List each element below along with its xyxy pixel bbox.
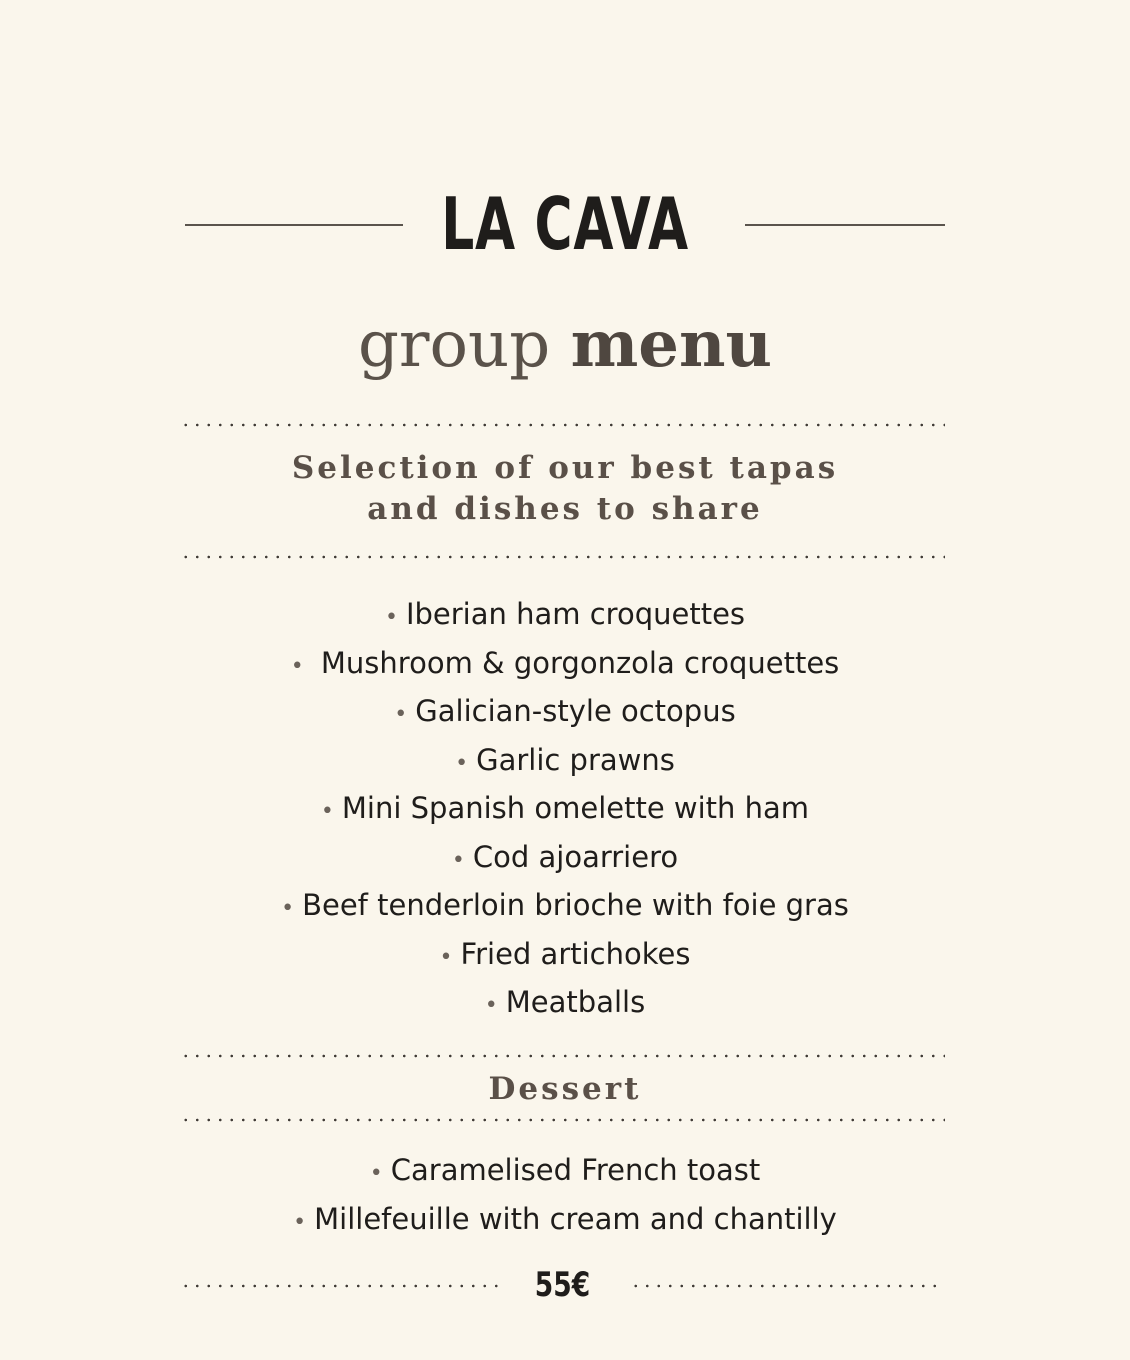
bullet-icon: • [439,944,453,970]
bullet-icon: • [394,702,408,727]
dessert-name: Caramelised French toast [390,1153,761,1187]
bullet-icon: • [484,993,498,1018]
dessert-heading: Dessert [488,1071,642,1107]
list-item [0,978,1130,1027]
dish-name: Iberian ham croquettes [405,597,746,631]
list-item [0,833,1130,882]
dotted-divider [180,555,945,559]
list-item [0,1195,1130,1244]
bullet-icon: • [451,847,465,873]
bullet-icon: • [320,799,334,824]
title-row [185,178,945,270]
bullet-icon: • [293,1209,307,1235]
tapas-heading-line-2: and dishes to share [367,491,763,527]
tapas-list [0,590,1130,1027]
list-item [0,639,1130,688]
dotted-divider [180,1054,945,1058]
subtitle-light: group [357,308,551,382]
dotted-divider [180,1118,945,1122]
dish-name: Cod ajoarriero [472,839,679,874]
list-item [0,736,1130,785]
list-item [0,784,1130,833]
menu-subtitle [0,300,1130,390]
subtitle-bold: menu [570,307,773,382]
dish-name: Fried artichokes [460,936,691,971]
bullet-icon: • [290,653,304,679]
dish-name: Galician-style octopus [415,694,736,728]
tapas-heading [0,448,1130,530]
dish-name: Mini Spanish omelette with ham [341,791,810,825]
dish-name: Meatballs [505,985,646,1019]
list-item [0,1146,1130,1195]
title-divider-right [745,224,945,226]
bullet-icon: • [369,1161,383,1186]
price-dots-right [630,1284,945,1288]
bullet-icon: • [281,896,295,921]
restaurant-name: LA CAVA [441,182,689,266]
bullet-icon: • [384,605,398,630]
list-item [0,590,1130,639]
bullet-icon: • [455,750,469,776]
dish-name: Garlic prawns [476,742,675,777]
list-item [0,930,1130,979]
list-item [0,881,1130,930]
dish-name: Beef tenderloin brioche with foie gras [302,888,849,922]
dotted-divider [180,423,945,427]
price-row [180,1262,945,1308]
menu-price: 55€ [534,1265,591,1305]
dessert-list [0,1146,1130,1243]
dish-name: Mushroom & gorgonzola croquettes [311,645,840,680]
dessert-name: Millefeuille with cream and chantilly [314,1201,837,1236]
tapas-heading-line-1: Selection of our best tapas [291,450,839,486]
list-item [0,687,1130,736]
